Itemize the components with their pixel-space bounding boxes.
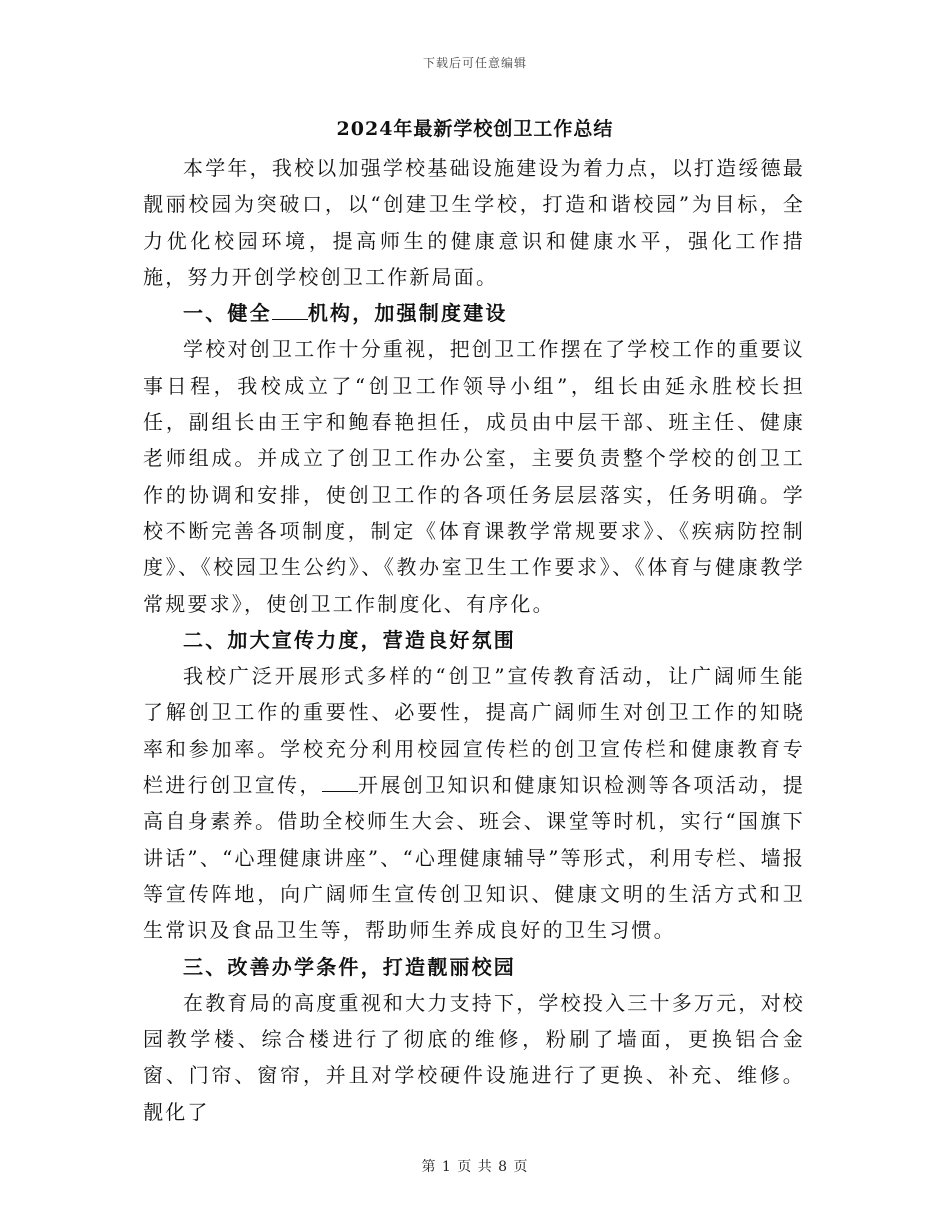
section-1-heading	[143, 295, 805, 331]
section-1-heading-end: 机构，加强制度建设	[307, 301, 508, 326]
document-body	[143, 150, 805, 1130]
document-title: 2024年最新学校创卫工作总结	[336, 118, 614, 140]
blank-underline	[322, 773, 358, 792]
section-2-text-start: 我校广泛开展形式多样的“创卫”宣传教育活动，让广阔师生能了解创卫工作的重要性、必要性，提高广阔师生对创卫工作的知晓率和参加率。学校充分利用校园宣传栏的创卫宣传栏和健康教育专栏进行创卫宣传，	[143, 664, 805, 798]
page-number: 第 1 页 共 8 页	[421, 1159, 529, 1175]
section-1-heading-start: 一、健全	[183, 301, 272, 326]
section-2-paragraph	[143, 658, 805, 948]
section-1-paragraph: 学校对创卫工作十分重视，把创卫工作摆在了学校工作的重要议事日程，我校成立了“创卫工作领导小组”，组长由延永胜校长担任，副组长由王宇和鲍春艳担任，成员由中层干部、班主任、健康老师组成。并成立了创卫工作办公室，主要负责整个学校的创卫工作的协调和安排，使创卫工作的各项任务层层落实，任务明确。学校不断完善各项制度，制定《体育课教学常规要求》、《疾病防控制度》、《校园卫生公约》、《教办室卫生工作要求》、《体育与健康教学常规要求》，使创卫工作制度化、有序化。	[143, 337, 805, 616]
section-2-heading: 二、加大宣传力度，营造良好氛围	[183, 627, 516, 652]
section-2-text-end: 开展创卫知识和健康知识检测等各项活动，提高自身素养。借助全校师生大会、班会、课堂等时机，实行“国旗下讲话”、“心理健康讲座”、“心理健康辅导”等形式，利用专栏、墙报等宣传阵地，向广阔师生宣传创卫知识、健康文明的生活方式和卫生常识及食品卫生等，帮助师生养成良好的卫生习惯。	[143, 773, 805, 943]
blank-underline	[272, 301, 308, 320]
intro-paragraph: 本学年，我校以加强学校基础设施建设为着力点，以打造绥德最靓丽校园为突破口，以“创建卫生学校，打造和谐校园”为目标，全力优化校园环境，提高师生的健康意识和健康水平，强化工作措施，努力开创学校创卫工作新局面。	[143, 156, 805, 289]
section-3-heading: 三、改善办学条件，打造靓丽校园	[183, 954, 516, 979]
section-3-paragraph: 在教育局的高度重视和大力支持下，学校投入三十多万元，对校园教学楼、综合楼进行了彻底的维修，粉刷了墙面，更换铝合金窗、门帘、窗帘，并且对学校硬件设施进行了更换、补充、维修。靓化了	[143, 990, 805, 1124]
page-header-note: 下载后可任意编辑	[422, 56, 527, 70]
